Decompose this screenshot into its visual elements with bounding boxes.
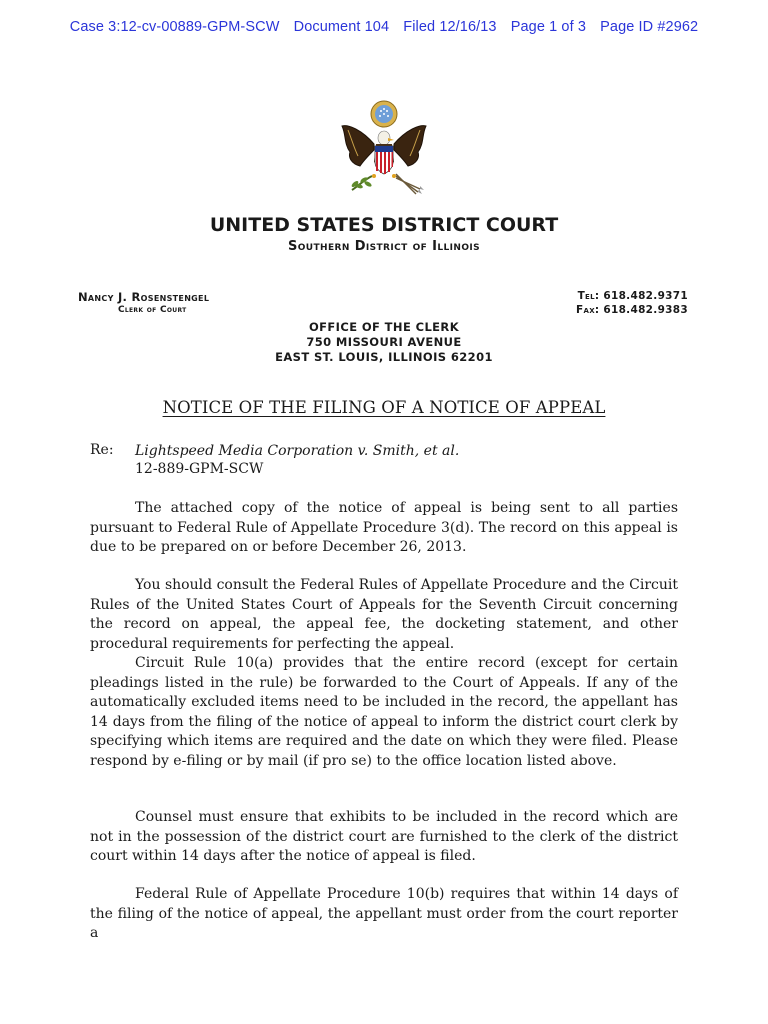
telephone-number: Tel: 618.482.9371 xyxy=(577,290,688,302)
clerk-office-address xyxy=(0,320,768,365)
re-label: Re: xyxy=(90,442,114,458)
body-paragraph: Federal Rule of Appellate Procedure 10(b) requires that within 14 days of the filing of the notice of appeal, the appellant must order from the court reporter a xyxy=(90,886,678,941)
office-line-2: 750 MISSOURI AVENUE xyxy=(306,335,462,349)
filed-date-stamp: Filed 12/16/13 xyxy=(403,19,497,35)
ecf-header-stamp xyxy=(0,19,768,35)
case-number-stamp: Case 3:12-cv-00889-GPM-SCW xyxy=(69,19,280,35)
office-line-3: EAST ST. LOUIS, ILLINOIS 62201 xyxy=(275,350,493,364)
page-id-stamp: Page ID #2962 xyxy=(600,19,699,35)
re-case-number: 12-889-GPM-SCW xyxy=(135,461,264,477)
body-paragraph: Counsel must ensure that exhibits to be included in the record which are not in the possession of the district court are furnished to the clerk of the district court within 14 days after the notice of appeal is filed. xyxy=(90,809,678,864)
clerk-name: Nancy J. Rosenstengel xyxy=(78,290,210,304)
page-count-stamp: Page 1 of 3 xyxy=(510,19,587,35)
body-paragraph: Circuit Rule 10(a) provides that the entire record (except for certain pleadings listed in the rule) be forwarded to the Court of Appeals. If any of the automatically excluded items need to be included in the record, the appellant has 14 days from the filing of the notice of appeal to inform the district court clerk by specifying which items are required and the date on which they were filed. Please respond by e-filing or by mail (if pro se) to the office location listed above. xyxy=(90,655,678,769)
fax-number: Fax: 618.482.9383 xyxy=(576,304,688,316)
document-number-stamp: Document 104 xyxy=(293,19,390,35)
district-name: Southern District of Illinois xyxy=(287,239,481,254)
office-line-1: OFFICE OF THE CLERK xyxy=(308,320,460,334)
body-paragraph: You should consult the Federal Rules of Appellate Procedure and the Circuit Rules of the United States Court of Appeals for the Seventh Circuit concerning the record on appeal, the appeal fee, the docketing statement, and other procedural requirements for perfecting the appeal. xyxy=(90,577,678,652)
notice-title: NOTICE OF THE FILING OF A NOTICE OF APPEAL xyxy=(162,398,606,417)
body-paragraph: The attached copy of the notice of appeal is being sent to all parties pursuant to Federal Rule of Appellate Procedure 3(d). The record on this appeal is due to be prepared on or before December 26, 2013. xyxy=(90,500,678,555)
great-seal-eagle-icon xyxy=(334,100,434,210)
re-case-name: Lightspeed Media Corporation v. Smith, et al. xyxy=(135,443,460,459)
clerk-title: Clerk of Court xyxy=(118,305,187,315)
court-name: UNITED STATES DISTRICT COURT xyxy=(209,214,559,236)
